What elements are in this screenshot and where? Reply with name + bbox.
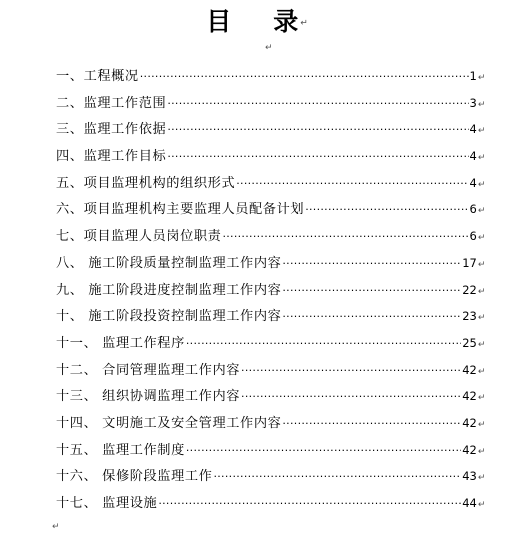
toc-entry[interactable] [56, 199, 486, 226]
paragraph-mark-icon: ↵ [477, 339, 486, 350]
toc-entry-label: 十六、 保修阶段监理工作 [56, 469, 213, 485]
toc-entry-page: 23 [462, 309, 477, 324]
toc-entry-page: 17 [462, 255, 477, 270]
toc-entry-page: 25 [462, 335, 477, 350]
toc-entry-label: 四、监理工作目标 [56, 149, 167, 165]
paragraph-mark-icon: ↵ [477, 286, 486, 297]
toc-entry[interactable] [56, 226, 486, 253]
toc-entry[interactable] [56, 119, 486, 146]
toc-entry-page: 42 [462, 362, 477, 377]
toc-entry-label: 八、 施工阶段质量控制监理工作内容 [56, 255, 282, 271]
toc-leader-dots [282, 254, 461, 274]
paragraph-mark-icon: ↵ [477, 259, 486, 270]
toc-leader-dots [282, 414, 461, 434]
toc-leader-dots [140, 67, 469, 87]
toc-entry[interactable] [56, 466, 486, 493]
paragraph-mark-icon: ↵ [265, 43, 273, 53]
paragraph-mark-icon: ↵ [477, 366, 486, 377]
toc-entry-label: 五、项目监理机构的组织形式 [56, 175, 236, 191]
toc-entry[interactable] [56, 413, 486, 440]
table-of-contents [56, 66, 486, 520]
paragraph-mark-icon: ↵ [477, 233, 486, 244]
toc-entry-label: 十七、 监理设施 [56, 496, 158, 511]
toc-entry[interactable] [56, 386, 486, 413]
toc-leader-dots [167, 147, 468, 167]
toc-entry[interactable] [56, 333, 486, 360]
paragraph-mark-icon: ↵ [52, 522, 60, 532]
paragraph-mark-icon: ↵ [477, 179, 486, 190]
toc-entry-page: 44 [462, 496, 477, 510]
toc-entry-page: 3 [469, 95, 477, 110]
toc-leader-dots [167, 120, 468, 140]
paragraph-mark-icon: ↵ [477, 500, 486, 510]
toc-entry-label: 十、 施工阶段投资控制监理工作内容 [56, 309, 282, 325]
toc-entry-page: 4 [469, 175, 477, 190]
toc-leader-dots [241, 361, 461, 381]
toc-entry[interactable] [56, 66, 486, 93]
toc-entry-label: 十三、 组织协调监理工作内容 [56, 389, 241, 405]
toc-entry-label: 十一、 监理工作程序 [56, 335, 185, 351]
toc-entry-label: 二、监理工作范围 [56, 95, 167, 111]
toc-leader-dots [236, 174, 468, 194]
toc-entry-label: 十五、 监理工作制度 [56, 442, 185, 458]
toc-title-part2: 录 [273, 7, 301, 36]
toc-leader-dots [305, 200, 468, 220]
paragraph-mark-icon: ↵ [477, 126, 486, 137]
toc-entry-label: 九、 施工阶段进度控制监理工作内容 [56, 282, 282, 298]
toc-entry-label: 六、项目监理机构主要监理人员配备计划 [56, 202, 305, 218]
paragraph-mark-icon: ↵ [477, 473, 486, 484]
toc-entry-label: 七、项目监理人员岗位职责 [56, 229, 222, 245]
paragraph-mark-icon: ↵ [477, 446, 486, 457]
paragraph-mark-icon: ↵ [477, 393, 486, 404]
toc-entry-label: 十四、 文明施工及安全管理工作内容 [56, 415, 282, 431]
toc-entry[interactable] [56, 253, 486, 280]
toc-entry[interactable] [56, 280, 486, 307]
toc-entry-page: 4 [469, 149, 477, 164]
toc-entry[interactable] [56, 493, 486, 520]
paragraph-mark-icon: ↵ [477, 419, 486, 430]
toc-entry-page: 42 [462, 389, 477, 404]
toc-leader-dots [158, 494, 461, 514]
toc-entry[interactable] [56, 146, 486, 173]
toc-leader-dots [213, 467, 461, 487]
toc-leader-dots [282, 281, 461, 301]
toc-leader-dots [282, 307, 461, 327]
toc-entry-page: 43 [462, 469, 477, 484]
toc-entry-page: 42 [462, 415, 477, 430]
toc-entry[interactable] [56, 173, 486, 200]
toc-entry[interactable] [56, 93, 486, 120]
toc-entry-page: 4 [469, 122, 477, 137]
toc-entry[interactable] [56, 440, 486, 467]
toc-title-part1: 目 [206, 7, 234, 36]
toc-title [0, 2, 516, 38]
toc-leader-dots [186, 334, 461, 354]
toc-leader-dots [186, 441, 461, 461]
toc-entry-label: 十二、 合同管理监理工作内容 [56, 362, 241, 378]
toc-entry-page: 22 [462, 282, 477, 297]
toc-entry-label: 三、监理工作依据 [56, 122, 167, 138]
paragraph-mark-icon: ↵ [477, 153, 486, 164]
paragraph-mark-icon: ↵ [477, 206, 486, 217]
paragraph-mark-icon: ↵ [300, 18, 310, 29]
toc-entry-page: 6 [469, 229, 477, 244]
paragraph-mark-icon: ↵ [477, 99, 486, 110]
toc-leader-dots [167, 94, 468, 114]
toc-entry[interactable] [56, 360, 486, 387]
toc-leader-dots [241, 387, 461, 407]
toc-entry-page: 42 [462, 442, 477, 457]
toc-entry[interactable] [56, 306, 486, 333]
toc-entry-page: 1 [469, 69, 477, 83]
toc-entry-label: 一、工程概况 [56, 69, 139, 84]
paragraph-mark-icon: ↵ [477, 313, 486, 324]
toc-leader-dots [222, 227, 468, 247]
toc-entry-page: 6 [469, 202, 477, 217]
paragraph-mark-icon: ↵ [477, 73, 486, 83]
